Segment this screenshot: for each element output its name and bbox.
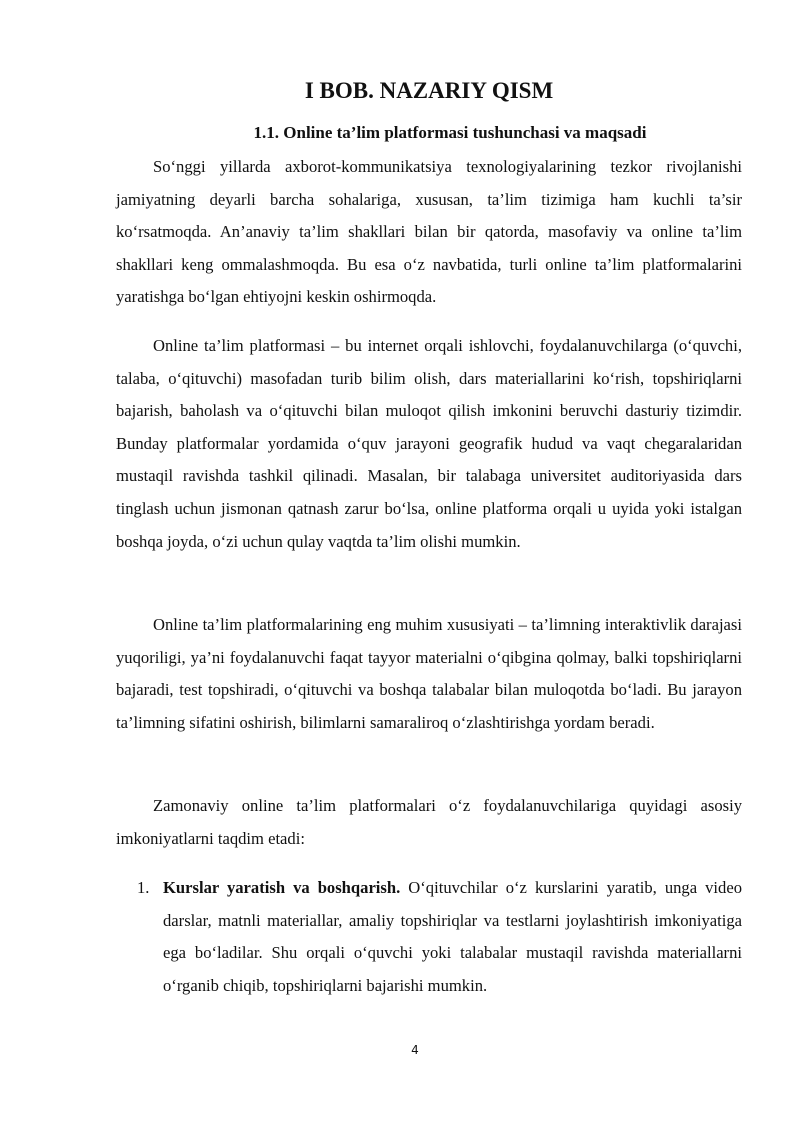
list-item bbox=[116, 872, 742, 1002]
list-item-text: O‘qituvchilar o‘z kurslarini yaratib, unga video darslar, matnli materiallar, amaliy topshiriqlar va testlarni joylashtirish imkoniyatiga ega bo‘ladilar. Shu orqali o‘quvchi yoki talabalar mustaqil ravishda materiallarni o‘rganib chiqib, topshiriqlarni bajarishi mumkin. bbox=[163, 878, 742, 995]
paragraph-capabilities-intro: Zamonaviy online ta’lim platformalari o‘z foydalanuvchilariga quyidagi asosiy imkoniyatlarni taqdim etadi: bbox=[116, 796, 742, 848]
page-number: 4 bbox=[411, 1043, 419, 1057]
list-item-heading: Kurslar yaratish va boshqarish. bbox=[163, 878, 401, 897]
chapter-title: I BOB. NAZARIY QISM bbox=[304, 78, 554, 103]
list-item-number: 1. bbox=[137, 878, 150, 897]
section-title: 1.1. Online ta’lim platformasi tushunchasi va maqsadi bbox=[253, 123, 647, 142]
list-item-body bbox=[163, 872, 742, 1002]
paragraph-intro: So‘nggi yillarda axborot-kommunikatsiya texnologiyalarining tezkor rivojlanishi jamiyatning deyarli barcha sohalariga, xususan, ta’lim tizimiga ham kuchli ta’sir ko‘rsatmoqda. An’anaviy ta’lim shakllari bilan bir qatorda, masofaviy va online ta’lim shakllari keng ommalashmoqda. Bu esa o‘z navbatida, turli online ta’lim platformalarini yaratishga bo‘lgan ehtiyojni keskin oshirmoqda. bbox=[116, 157, 742, 307]
paragraph-definition: Online ta’lim platformasi – bu internet orqali ishlovchi, foydalanuvchilarga (o‘quvchi, talaba, o‘qituvchi) masofadan turib bilim olish, dars materiallarini ko‘rish, topshiriqlarni bajarish, baholash va o‘qituvchi bilan muloqot qilish imkonini beruvchi dasturiy tizimdir. Bunday platformalar yordamida o‘quv jarayoni geografik hudud va vaqt chegaralaridan mustaqil ravishda tashkil qilinadi. Masalan, bir talabaga universitet auditoriyasida dars tinglash uchun jismonan qatnash zarur bo‘lsa, online platforma orqali u uyida yoki istalgan boshqa joyda, o‘zi uchun qulay vaqtda ta’lim olishi mumkin. bbox=[116, 336, 742, 551]
paragraph-interactivity: Online ta’lim platformalarining eng muhim xususiyati – ta’limning interaktivlik darajasi yuqoriligi, ya’ni foydalanuvchi faqat tayyor materialni o‘qibgina qolmay, balki topshiriqlarni bajaradi, test topshiradi, o‘qituvchi va boshqa talabalar bilan muloqotda bo‘ladi. Bu jarayon ta’limning sifatini oshirish, bilimlarni samaraliroq o‘zlashtirishga yordam beradi. bbox=[116, 615, 742, 732]
